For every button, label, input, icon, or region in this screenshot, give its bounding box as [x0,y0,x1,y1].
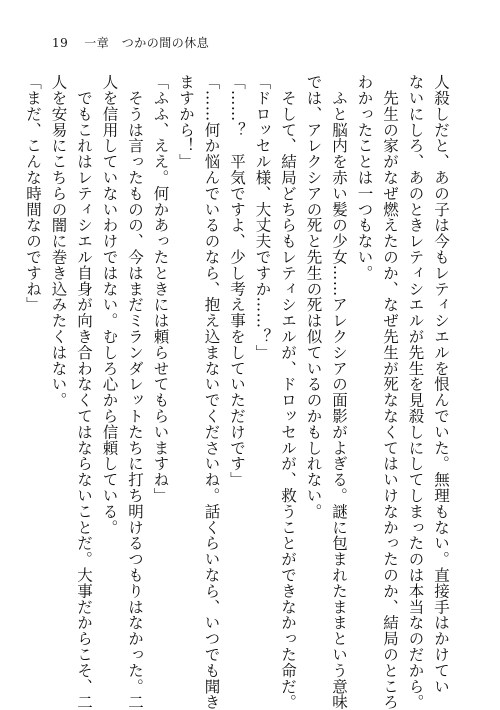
text-line: 人を安易にこちらの闇に巻き込みたくはない。 [49,74,68,408]
text-line: では、アレクシアの死と先生の死は似ているのかもしれない。 [304,74,323,520]
text-line: ないにしろ、あのときレティシエルが先生を見殺しにしてしまったのは本当なのだから。 [406,74,425,710]
text-line: 人を信用していないわけではない。むしろ心から信頼している。 [100,74,119,536]
text-line: ふと脳内を赤い髪の少女……アレクシアの面影がよぎる。謎に包まれたままという意味 [330,74,348,710]
text-line: そうは言ったものの、今はまだミランダレットたちに打ち明けるつもりはなかった。二 [126,74,144,710]
text-line: 「ふふ、ええ。何かあったときには頼らせてもらいますね」 [151,74,170,504]
text-line: 「まだ、こんな時間なのですね」 [24,74,42,313]
text-line: 「……？ 平気ですよ、少し考え事をしていただけです」 [228,74,246,488]
text-line: 「……何か悩んでいるのなら、抱え込まないでくださいね。話くらいなら、いつでも聞き [202,74,221,710]
text-line: 先生の家がなぜ燃えたのか、なぜ先生が死ななくてはいけなかったのか、結局のところ [381,74,399,710]
text-line: そして、結局どちらもレティシエルが、ドロッセルが、救うことができなかった命だ。 [279,74,297,710]
running-title: 一章 つかの間の休息 [84,36,210,50]
vertical-text-body [20,74,454,710]
text-line: 人殺しだと、あの子は今もレティシエルを恨んでいた。無理もない。直接手はかけてい [432,74,450,695]
text-line: わかったことは一つもない。 [355,74,374,281]
text-line: でもこれはレティシエル自身が向き合わなくてはならないことだ。大事だからこそ、二 [75,74,93,710]
text-line: ますから！」 [177,74,195,170]
page-header [52,34,209,52]
page-number: 19 [52,36,69,50]
text-line: 「ドロッセル様、大丈夫ですか……？」 [253,74,272,361]
